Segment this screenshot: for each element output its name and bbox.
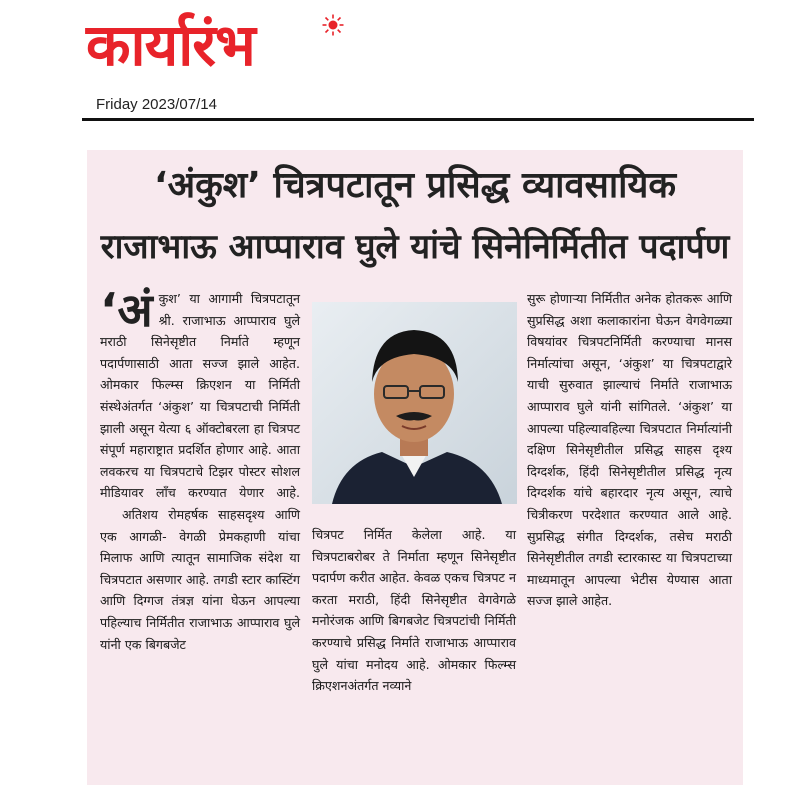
issue-date: Friday 2023/07/14 <box>96 96 217 113</box>
article-column-2 <box>312 524 516 697</box>
news-clipping <box>87 150 743 785</box>
article-column-3 <box>527 288 732 612</box>
sun-icon <box>322 14 344 36</box>
column-1-paragraph-1: कुश’ या आगामी चित्रपटातून श्री. राजाभाऊ आप्पाराव घुले मराठी सिनेसृष्टीत निर्माते म्हणून पदार्पणासाठी आता सज्ज झाले आहेत. ओमकार फिल्म्स क्रिएशन या निर्मिती संस्थेअंतर्गत ‘अंकुश’ या चित्रपटाची निर्मिती झाली असून येत्या ६ ऑक्टोबरला हा चित्रपट संपूर्ण महाराष्ट्रात प्रदर्शित होणार आहे. आता लवकरच या चित्रपटाचे टिझर पोस्टर सोशल मीडियावर लाँच करण्यात येणार आहे. <box>100 291 300 501</box>
masthead-logo <box>86 8 346 93</box>
drop-cap: ‘अं <box>100 283 153 337</box>
column-3-paragraph-1: सुरू होणाऱ्या निर्मितीत अनेक होतकरू आणि सुप्रसिद्ध अशा कलाकारांना घेऊन वेगवेगळ्या विषयांवर चित्रपटनिर्मिती करण्याचा मानस निर्मात्यांचा असून, ‘अंकुश’ या चित्रपटाद्वारे याची सुरुवात झाल्याचं निर्माते राजाभाऊ आप्पाराव घुले यांनी सांगितले. ‘अंकुश’ या आपल्या पहिल्यावहिल्या चित्रपटात निर्मात्यांनी दक्षिण सिनेसृष्टीतील प्रसिद्ध साहस दृश्य दिग्दर्शक, हिंदी सिनेसृष्टीतील प्रसिद्ध नृत्य दिग्दर्शक यांचे बहारदार नृत्य असून, त्याचे चित्रीकरण परदेशात करण्यात आले आहे. सुप्रसिद्ध संगीत दिग्दर्शक, तसेच मराठी सिनेसृष्टीतील तगडी स्टारकास्ट या चित्रपटाच्या माध्यमातून आपल्या भेटीस येण्यास आता सज्ज झाले आहेत. <box>527 291 732 609</box>
man-portrait-icon <box>312 302 517 504</box>
article-column-1 <box>100 283 300 655</box>
headline-line-1: ‘अंकुश’ चित्रपटातून प्रसिद्ध व्यावसायिक <box>153 165 676 206</box>
headline-line-2: राजाभाऊ आप्पाराव घुले यांचे सिनेनिर्मितीत पदार्पण <box>100 227 730 267</box>
column-1-paragraph-2: अतिशय रोमहर्षक साहसदृश्य आणि एक आगळी- वेगळी प्रेमकहाणी यांचा मिलाफ आणि त्यातून सामाजिक संदेश या चित्रपटात असणार आहे. तगडी स्टार कास्टिंग आणि दिग्गज तंत्रज्ञ यांना घेऊन आपल्या पहिल्याच निर्मितीत राजाभाऊ आप्पाराव घुले यांनी एक बिगबजेट <box>100 506 300 652</box>
column-2-paragraph-1: चित्रपट निर्मित केलेला आहे. या चित्रपटाबरोबर ते निर्माता म्हणून सिनेसृष्टीत पदार्पण करीत आहेत. केवळ एकच चित्रपट न करता मराठी, हिंदी सिनेसृष्टीत वेगवेगळे मनोरंजक आणि बिगबजेट चित्रपटांची निर्मिती करण्याचे प्रसिद्ध निर्माते राजाभाऊ आप्पाराव घुले यांचा मनोदय आहे. ओमकार फिल्म्स क्रिएशनअंतर्गत नव्याने <box>312 527 516 694</box>
portrait-photo <box>312 302 517 504</box>
masthead-name: कार्यारंभ <box>86 11 255 79</box>
masthead-divider <box>82 118 754 121</box>
